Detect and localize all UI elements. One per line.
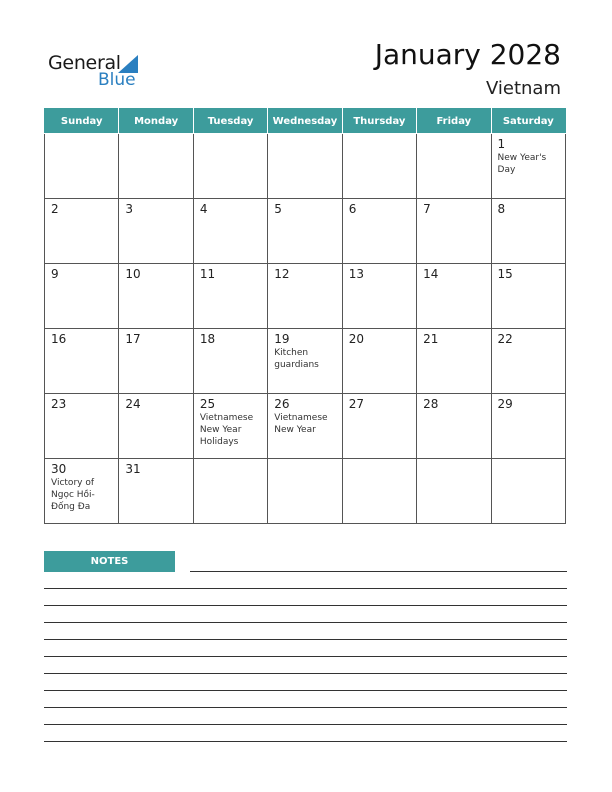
day-cell (45, 264, 119, 329)
note-line (44, 588, 567, 589)
note-line (44, 639, 567, 640)
holiday-label: Vietnamese New Year Holidays (199, 413, 254, 447)
day-number: 24 (125, 397, 141, 411)
weekday-tuesday: Tuesday (193, 109, 267, 134)
day-cell (342, 394, 416, 459)
day-cell (45, 329, 119, 394)
day-number: 6 (348, 202, 357, 216)
day-number: 13 (348, 267, 364, 281)
weekday-friday: Friday (417, 109, 491, 134)
day-cell (268, 394, 342, 459)
holiday-label: New Year's Day (497, 153, 547, 175)
day-number: 14 (423, 267, 439, 281)
day-cell (119, 459, 193, 524)
day-cell (417, 394, 491, 459)
note-line (44, 656, 567, 657)
day-number: 26 (274, 397, 290, 411)
notes-label: NOTES (44, 551, 175, 572)
holiday-label: Kitchen guardians (274, 348, 319, 370)
week-row (45, 264, 566, 329)
note-line (44, 741, 567, 742)
week-row (45, 329, 566, 394)
week-row (45, 134, 566, 199)
day-cell (342, 134, 416, 199)
day-cell (342, 459, 416, 524)
day-number: 31 (125, 462, 141, 476)
day-number: 18 (199, 332, 216, 346)
note-line (44, 707, 567, 708)
day-cell (491, 459, 565, 524)
day-number: 25 (199, 397, 216, 411)
day-cell (45, 459, 119, 524)
day-cell (268, 199, 342, 264)
day-cell (491, 199, 565, 264)
day-cell (491, 329, 565, 394)
day-cell (45, 134, 119, 199)
holiday-label: Victory of Ngọc Hồi-Đống Đa (51, 478, 95, 512)
day-number: 9 (51, 267, 59, 281)
day-number: 12 (274, 267, 290, 281)
day-number: 22 (497, 332, 513, 346)
day-number: 8 (497, 202, 506, 216)
note-line (44, 724, 567, 725)
day-number: 19 (274, 332, 290, 346)
day-cell (342, 264, 416, 329)
day-number: 15 (497, 267, 513, 281)
day-cell (119, 264, 193, 329)
day-cell (417, 199, 491, 264)
day-number: 23 (51, 397, 67, 411)
day-number: 21 (423, 332, 439, 346)
day-cell (491, 394, 565, 459)
day-cell (45, 394, 119, 459)
week-row (45, 459, 566, 524)
day-cell (342, 199, 416, 264)
logo (48, 52, 158, 92)
logo-blue-text: Blue (98, 70, 136, 90)
day-cell (417, 329, 491, 394)
week-row (45, 199, 566, 264)
day-number: 20 (348, 332, 364, 346)
day-number: 30 (51, 462, 67, 476)
day-cell (193, 199, 267, 264)
weekday-header-row (45, 109, 566, 134)
note-line (44, 622, 567, 623)
note-line (190, 571, 567, 572)
day-cell (268, 459, 342, 524)
day-cell (119, 199, 193, 264)
day-cell (417, 264, 491, 329)
note-line (44, 690, 567, 691)
holiday-label: Vietnamese New Year (274, 413, 328, 435)
country-name: Vietnam (485, 78, 561, 99)
weekday-sunday: Sunday (45, 109, 119, 134)
day-number: 28 (423, 397, 439, 411)
day-number: 2 (51, 202, 59, 216)
day-number: 10 (125, 267, 141, 281)
day-cell (119, 329, 193, 394)
day-cell (417, 134, 491, 199)
day-number: 4 (199, 202, 208, 216)
calendar-grid (44, 108, 566, 524)
day-number: 11 (199, 267, 216, 281)
day-number: 17 (125, 332, 141, 346)
day-cell (45, 199, 119, 264)
note-line (44, 605, 567, 606)
day-number: 16 (51, 332, 67, 346)
weekday-saturday: Saturday (491, 109, 565, 134)
day-cell (193, 134, 267, 199)
weekday-thursday: Thursday (342, 109, 416, 134)
day-number: 27 (348, 397, 364, 411)
day-number: 3 (125, 202, 134, 216)
note-line (44, 673, 567, 674)
day-cell (268, 329, 342, 394)
calendar-title: January 2028 (374, 38, 561, 71)
day-cell (417, 459, 491, 524)
day-cell (491, 264, 565, 329)
day-cell (268, 134, 342, 199)
day-cell (119, 394, 193, 459)
day-cell (491, 134, 565, 199)
day-cell (268, 264, 342, 329)
day-cell (342, 329, 416, 394)
day-number: 7 (423, 202, 431, 216)
day-number: 29 (497, 397, 513, 411)
day-cell (193, 329, 267, 394)
week-row (45, 394, 566, 459)
day-cell (193, 394, 267, 459)
weekday-wednesday: Wednesday (268, 109, 342, 134)
day-cell (193, 459, 267, 524)
weekday-monday: Monday (119, 109, 193, 134)
day-cell (119, 134, 193, 199)
day-number: 1 (497, 137, 506, 151)
day-cell (193, 264, 267, 329)
logo-general-text: General (48, 52, 121, 74)
day-number: 5 (274, 202, 282, 216)
